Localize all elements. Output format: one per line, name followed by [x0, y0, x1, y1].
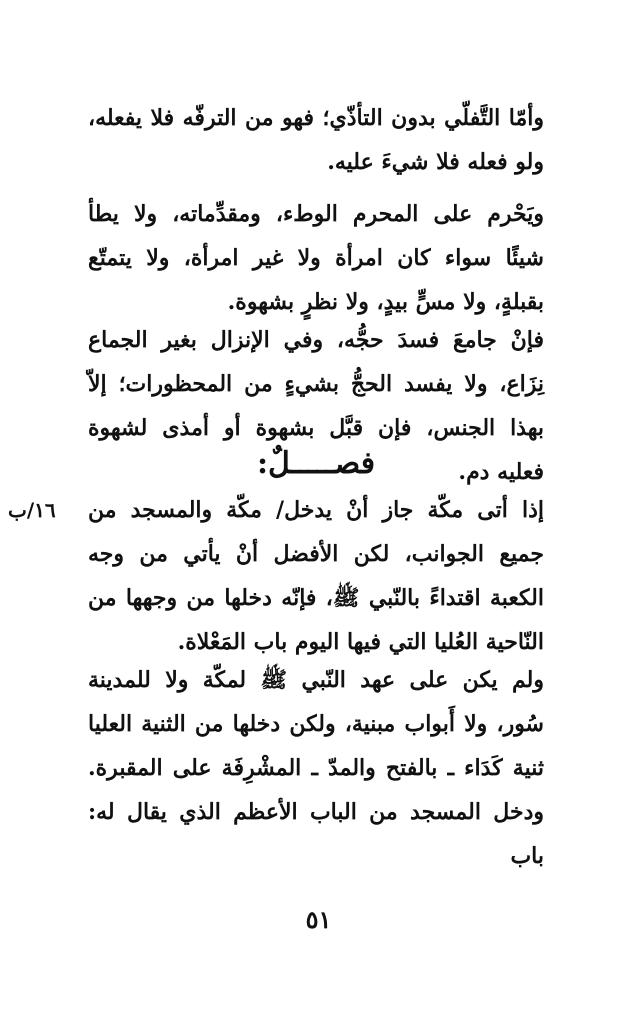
page-number: ٥١ [305, 905, 332, 934]
paragraph-sur-makkah: ولم يكن على عهد النّبي ﷺ لمكّة ولا للمدينة سُور، ولا أَبواب مبنية، ولكن دخلها من الثنية العليا ثنية كَدَاء ـ بالفتح والمدّ ـ المشْرِفَة على المقبرة. ودخل المسجد من الباب الأعظم الذي يقال له: باب [88, 667, 544, 869]
paragraph-wat: ويَحْرم على المحرم الوطء، ومقدِّماته، ولا يطأ شيئًا سواء كان امرأة ولا غير امرأة، ولا يتمتّع بقبلةٍ، ولا مسٍّ بيدٍ، ولا نظرٍ بشهوة. [88, 201, 544, 315]
paragraph-dukhul-makkah: إذا أتى مكّة جاز أنْ يدخل/ مكّة والمسجد من جميع الجوانب، لكن الأفضل أنْ يأتي من وجه الكعبة اقتداءً بالنّبي ﷺ، فإنّه دخلها من وجهها من النّاحية العُليا التي فيها اليوم باب المَعْلاة. [88, 497, 544, 655]
section-heading: فصـــــلٌ: [256, 446, 376, 481]
paragraph-tafalli: وأمّا التَّفلّي بدون التأذّي؛ فهو من الترفّه فلا يفعله، ولو فعله فلا شيءَ عليه. [88, 105, 544, 175]
manuscript-folio-note: ١٦/ب [8, 498, 56, 522]
paragraph-jima: فإنْ جامعَ فسدَ حجُّه، وفي الإنزال بغير الجماع نِزَاع، ولا يفسد الحجُّ بشيءٍ من المحظورات؛ إلاّ بهذا الجنس، فإن قبَّل بشهوة أو أمذى لشهوة فعليه دم. [88, 327, 544, 485]
